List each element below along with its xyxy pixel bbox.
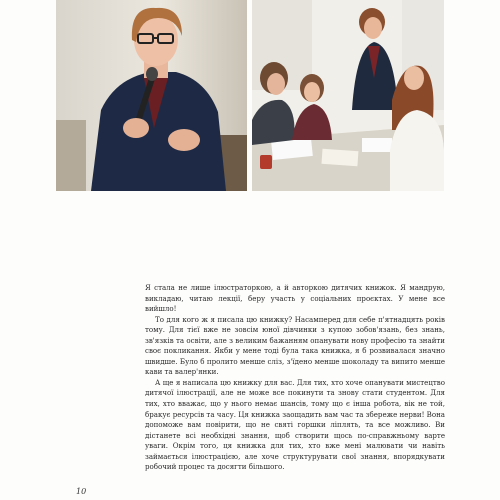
photo-workshop-image [252, 0, 444, 191]
paragraph-3: А ще я написала цю книжку для вас. Для тих, хто хоче опанувати мистецтво дитячої ілюстрації, але не може все покинути та знову стати студентом. Для тих, хто вважає, що у нього немає шансів, тому що є інша робота, вік не той, бракує ресурсів та часу. Ця книжка заощадить вам час та збереже нерви! Вона допоможе вам повірити, що не святі горшки ліплять, та все можливо. Ви дістанете всі необхідні знання, щоб створити щось по-справжньому варте уваги. Окрім того, ця книжка для тих, хто вже мені малювати чи навіть займається ілюстрацією, але хоче структурувати свої знання, впорядкувати робочий процес та досягти більшого. [145, 377, 445, 472]
paragraph-1: Я стала не лише ілюстраторкою, а й авторкою дитячих книжок. Я мандрую, викладаю, читаю лекції, беру участь у соціальних проєктах. У мене все вийшло! [145, 283, 445, 314]
body-text [145, 283, 445, 473]
paragraph-2: То для кого ж я писала цю книжку? Насамперед для себе п'ятнадцять років тому. Для тієї вже не зовсім юної дівчинки з купою зобов'язань, без знань, зв'язків та освіти, але з великим бажанням опанувати нову професію та знайти своє покликання. Якби у мене тоді була така книжка, я б розвивалася значно швидше. Було б пролито менше сліз, з'їдено менше шоколаду та випито менше кави та валер'янки. [145, 314, 445, 377]
page-number: 10 [76, 487, 87, 496]
photo-speaker-image [56, 0, 247, 191]
photo-speaker [56, 0, 247, 191]
photo-workshop [252, 0, 444, 191]
